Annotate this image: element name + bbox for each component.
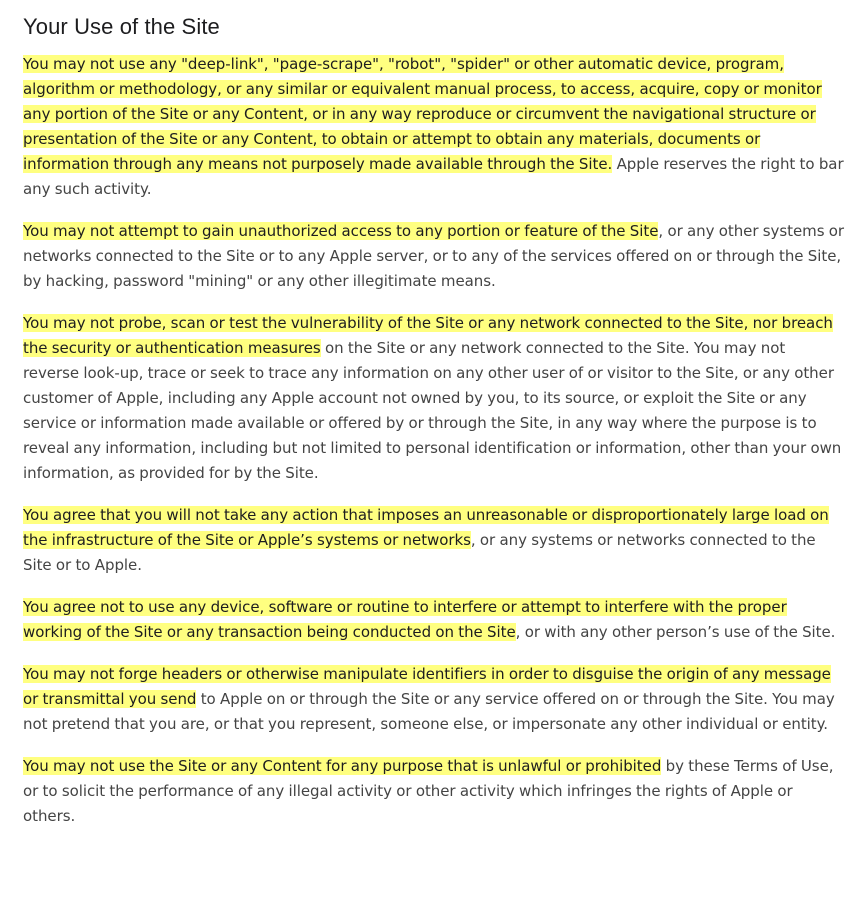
highlighted-text: You may not use any "deep-link", "page-scrape", "robot", "spider" or other automatic device, program, algorithm or methodology, or any similar or equivalent manual process, to access, acquire, copy or monitor any portion of the Site or any Content, or in any way reproduce or circumvent the navigational structure or presentation of the Site or any Content, to obtain or attempt to obtain any materials, documents or information through any means not purposely made available through the Site. bbox=[23, 55, 822, 173]
paragraph-deep-link bbox=[23, 52, 845, 202]
highlighted-text: You agree not to use any device, software or routine to interfere or attempt to interfere with the proper working of the Site or any transaction being conducted on the Site bbox=[23, 598, 787, 641]
highlighted-text: You may not use the Site or any Content for any purpose that is unlawful or prohibited bbox=[23, 757, 662, 775]
highlighted-text: You agree that you will not take any action that imposes an unreasonable or disproportionately large load on the infrastructure of the Site or Apple’s systems or networks bbox=[23, 506, 829, 549]
paragraph-load bbox=[23, 503, 845, 578]
document-body bbox=[23, 52, 845, 829]
page-title: Your Use of the Site bbox=[23, 14, 220, 39]
paragraph-vulnerability bbox=[23, 311, 845, 486]
paragraph-unauthorized-access bbox=[23, 219, 845, 294]
paragraph-text: , or any systems or networks connected to the Site or to Apple. bbox=[23, 531, 816, 574]
paragraph-unlawful-use bbox=[23, 754, 845, 829]
paragraph-text: on the Site or any network connected to the Site. You may not reverse look-up, trace or seek to trace any information on any other user of or visitor to the Site, or any other customer of Apple, including any Apple account not owned by you, to its source, or exploit the Site or any service or information made available or offered by or through the Site, in any way where the purpose is to reveal any information, including but not limited to personal identification or information, other than your own information, as provided for by the Site. bbox=[23, 339, 842, 482]
paragraph-text: to Apple on or through the Site or any service offered on or through the Site. You may not pretend that you are, or that you represent, someone else, or impersonate any other individual or entity. bbox=[23, 690, 835, 733]
paragraph-text: , or any other systems or networks connected to the Site or to any Apple server, or to any of the services offered on or through the Site, by hacking, password "mining" or any other illegitimate means. bbox=[23, 222, 845, 290]
paragraph-text: , or with any other person’s use of the Site. bbox=[515, 623, 836, 641]
highlighted-text: You may not attempt to gain unauthorized access to any portion or feature of the Site bbox=[23, 222, 659, 240]
paragraph-forge-headers bbox=[23, 662, 845, 737]
paragraph-text: Apple reserves the right to bar any such activity. bbox=[23, 155, 844, 198]
highlighted-text: You may not probe, scan or test the vulnerability of the Site or any network connected to the Site, nor breach the security or authentication measures bbox=[23, 314, 833, 357]
highlighted-text: You may not forge headers or otherwise manipulate identifiers in order to disguise the origin of any message or transmittal you send bbox=[23, 665, 831, 708]
paragraph-text: by these Terms of Use, or to solicit the performance of any illegal activity or other activity which infringes the rights of Apple or others. bbox=[23, 757, 834, 825]
paragraph-interference bbox=[23, 595, 845, 645]
